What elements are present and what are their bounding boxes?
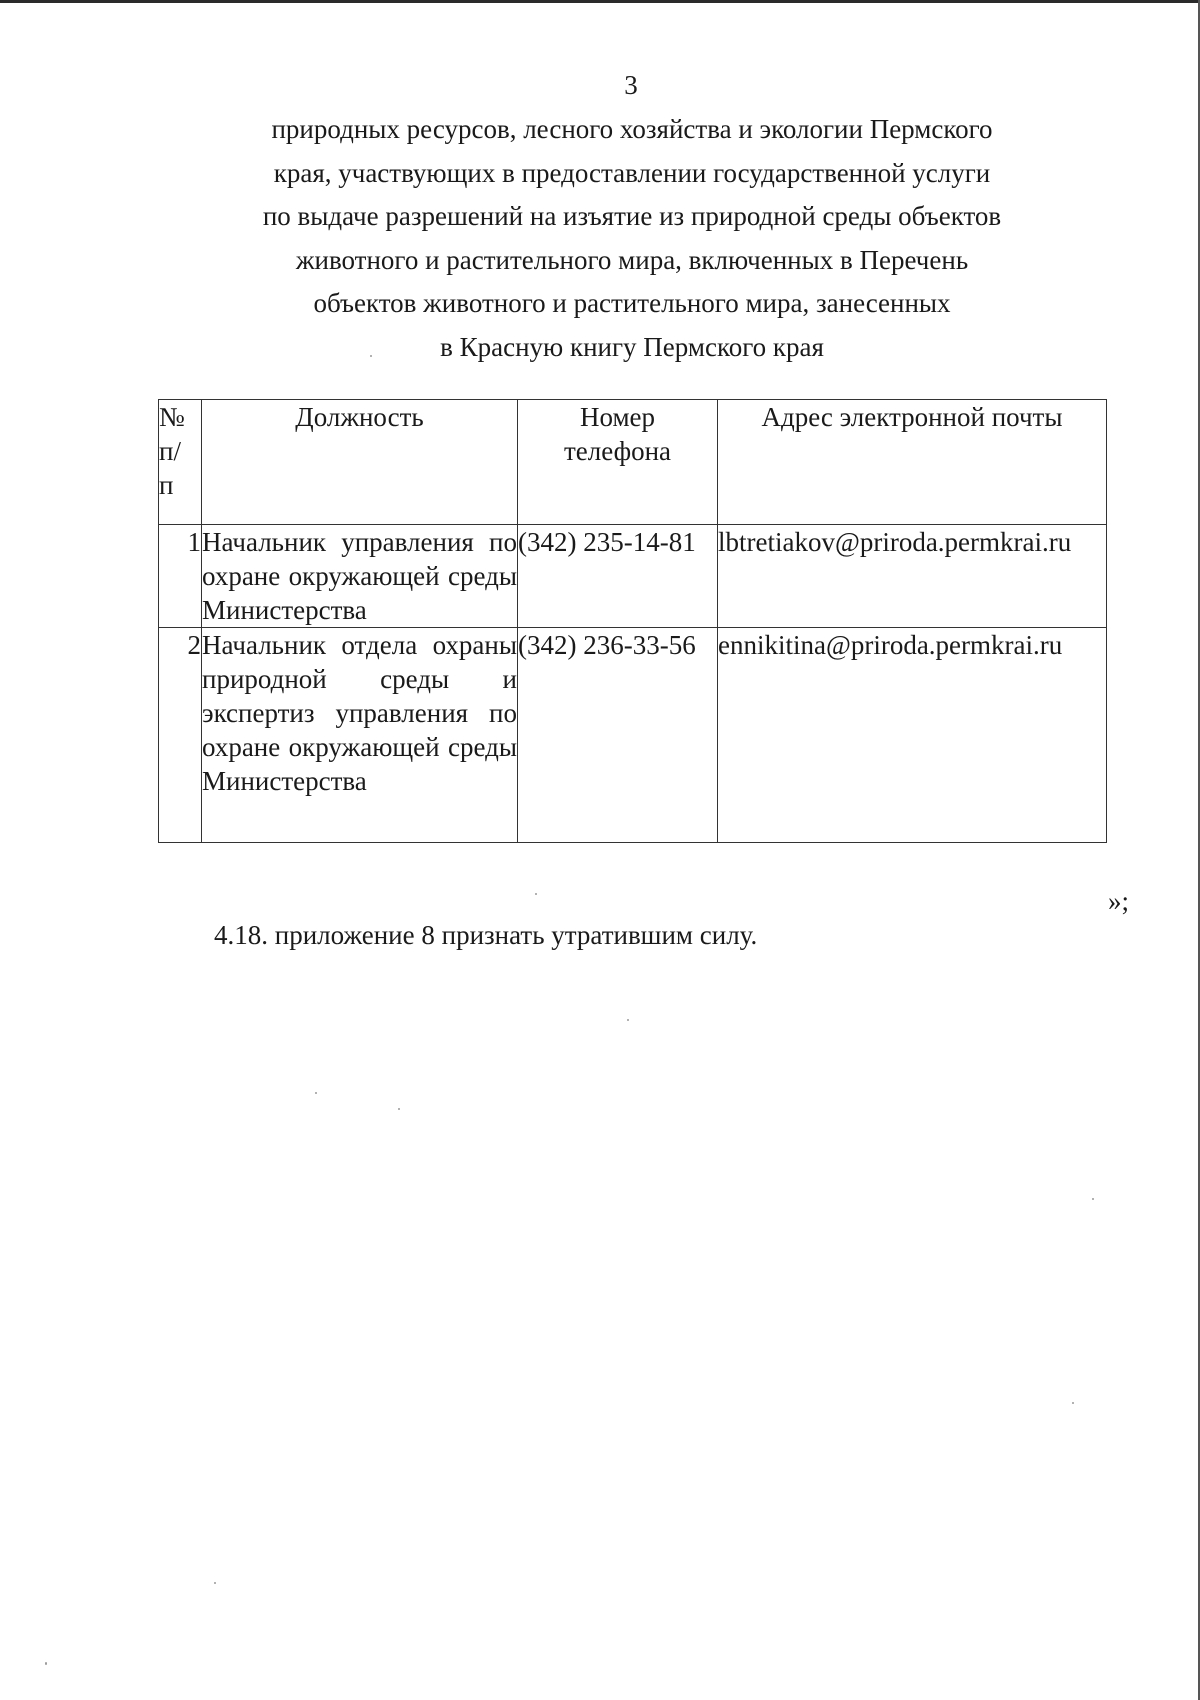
scan-speck xyxy=(398,1108,400,1110)
scan-speck xyxy=(627,1019,629,1021)
header-email: Адрес электронной почты xyxy=(718,400,1107,525)
row-number: 2 xyxy=(159,628,202,843)
header-row-number-line: п/ xyxy=(159,436,181,466)
header-phone-line: телефона xyxy=(564,436,671,466)
header-row-number xyxy=(159,400,202,525)
header-position: Должность xyxy=(202,400,518,525)
header-row-number-line: п xyxy=(159,470,174,500)
scan-speck xyxy=(1092,1198,1094,1200)
row-position: Начальник отдела охраны природной среды и экспертиз управления по охране окружающей среды Министерства xyxy=(202,628,518,843)
table-header-row xyxy=(159,400,1107,525)
scan-border-top xyxy=(0,0,1200,3)
row-phone: (342) 235-14-81 xyxy=(518,525,718,628)
document-heading xyxy=(232,108,1032,369)
row-number: 1 xyxy=(159,525,202,628)
scan-speck xyxy=(370,355,372,357)
scan-speck xyxy=(214,1582,216,1584)
scan-speck xyxy=(535,893,537,895)
row-phone: (342) 236-33-56 xyxy=(518,628,718,843)
header-phone-line: Номер xyxy=(579,402,656,432)
heading-line: природных ресурсов, лесного хозяйства и экологии Пермского xyxy=(271,114,993,144)
amendment-paragraph: 4.18. приложение 8 признать утратившим силу. xyxy=(214,920,758,950)
closing-quote: »; xyxy=(1108,886,1130,916)
scan-speck xyxy=(45,1662,47,1665)
header-row-number-line: № xyxy=(159,402,185,432)
heading-line: животного и растительного мира, включенных в Перечень xyxy=(295,244,969,275)
heading-line: объектов животного и растительного мира, занесенных xyxy=(313,288,951,318)
heading-line: края, участвующих в предоставлении государственной услуги xyxy=(273,157,991,188)
header-phone xyxy=(518,400,718,525)
heading-line: по выдаче разрешений на изъятие из природной среды объектов xyxy=(262,201,1002,231)
row-email: lbtretiakov@priroda.permkrai.ru xyxy=(718,525,1107,628)
scan-speck xyxy=(315,1092,317,1094)
row-email: ennikitina@priroda.permkrai.ru xyxy=(718,628,1107,843)
page-number: 3 xyxy=(624,70,638,100)
table-row xyxy=(159,628,1107,843)
scan-speck xyxy=(1072,1402,1074,1404)
heading-line: в Красную книгу Пермского края xyxy=(440,331,824,362)
contacts-table xyxy=(158,399,1107,843)
row-position: Начальник управления по охране окружающей среды Министерства xyxy=(202,525,518,628)
table-row xyxy=(159,525,1107,628)
